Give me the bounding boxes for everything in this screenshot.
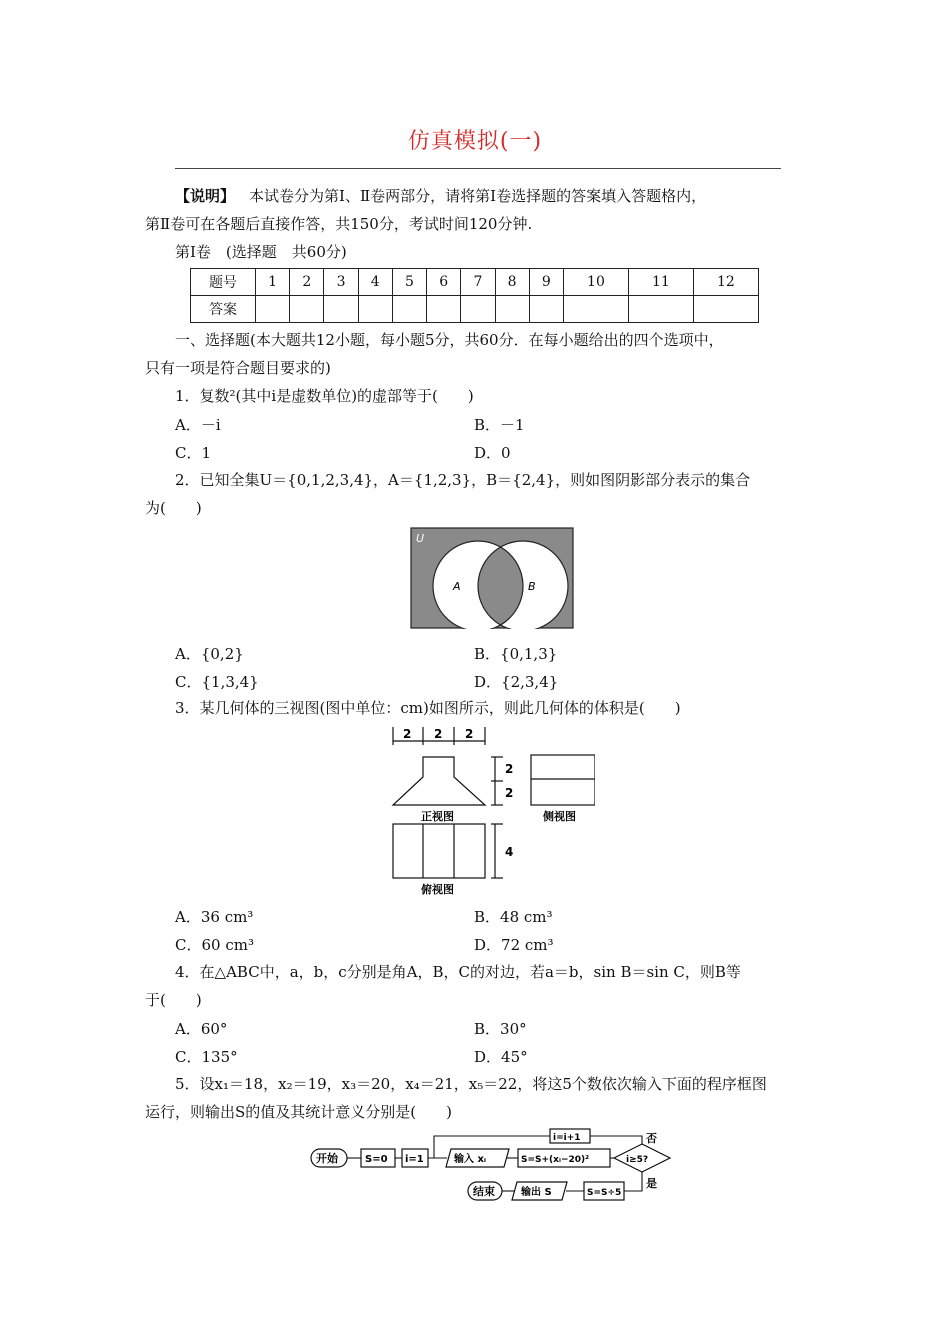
question-number-cell: 6 [427,269,461,296]
table-header-cell: 答案 [191,296,256,323]
q1-stem: 1．复数²(其中i是虚数单位)的虚部等于( ) [175,387,474,405]
increment-label: i=i+1 [553,1133,581,1143]
answer-cell[interactable] [563,296,628,323]
q4-stem-1: 4．在△ABC中，a，b，c分别是角A，B，C的对边，若a＝b，sin B＝sin C，则B等 [175,963,741,981]
dim-label: 2 [505,786,514,800]
q2-option-c[interactable]: C．{1,3,4} [175,673,259,691]
end-label: 结束 [473,1185,495,1198]
q3-stem: 3．某几何体的三视图(图中单位：cm)如图所示，则此几何体的体积是( ) [175,699,681,717]
front-view-label: 正视图 [421,810,454,823]
init-s-label: S=0 [365,1154,388,1165]
dim-label: 4 [505,845,514,859]
init-i-label: i=1 [405,1154,424,1165]
update-label: S=S+(xᵢ−20)² [521,1155,590,1165]
q1-option-b[interactable]: B．－1 [474,416,525,434]
start-label: 开始 [316,1152,338,1165]
title-divider [175,168,781,169]
input-label: 输入 xᵢ [454,1154,487,1165]
q3-option-d[interactable]: D．72 cm³ [474,936,554,954]
q1-option-d[interactable]: D．0 [474,444,511,462]
answer-cell[interactable] [324,296,358,323]
divide-label: S=S÷5 [587,1188,622,1198]
question-number-cell: 9 [529,269,563,296]
answer-cell[interactable] [529,296,563,323]
no-label: 否 [646,1132,657,1145]
q2-stem-2: 为( ) [145,499,202,517]
question-number-cell: 8 [495,269,529,296]
q2-stem-1: 2．已知全集U＝{0,1,2,3,4}，A＝{1,2,3}，B＝{2,4}，则如图阴影部分表示的集合 [175,471,751,489]
table-header-cell: 题号 [191,269,256,296]
question-number-cell: 7 [461,269,495,296]
answer-cell[interactable] [495,296,529,323]
section-heading-2: 只有一项是符合题目要求的) [145,359,331,377]
q3-option-b[interactable]: B．48 cm³ [474,908,553,926]
q2-option-d[interactable]: D．{2,3,4} [474,673,559,691]
answer-cell[interactable] [358,296,392,323]
question-number-cell: 5 [392,269,426,296]
answer-cell[interactable] [427,296,461,323]
flowchart [308,1128,672,1204]
top-view-label: 俯视图 [421,883,454,896]
q1-option-c[interactable]: C．1 [175,444,212,462]
note-line-1 [175,186,706,206]
output-label: 输出 S [521,1187,552,1198]
part1-heading: 第Ⅰ卷 (选择题 共60分) [175,243,347,261]
table-row [191,269,759,296]
q5-stem-2: 运行，则输出S的值及其统计意义分别是( ) [145,1103,452,1121]
note-text-1: 本试卷分为第Ⅰ、Ⅱ卷两部分，请将第Ⅰ卷选择题的答案填入答题格内， [249,187,707,205]
note-line-2: 第Ⅱ卷可在各题后直接作答，共150分，考试时间120分钟. [145,215,533,233]
q4-stem-2: 于( ) [145,991,202,1009]
three-view-figure [385,725,595,897]
q1-option-a[interactable]: A．－i [175,416,221,434]
side-view-label: 侧视图 [543,810,576,823]
label-a: A [453,580,461,593]
dim-label: 2 [434,727,443,741]
answer-cell[interactable] [392,296,426,323]
q5-stem-1: 5．设x₁＝18，x₂＝19，x₃＝20，x₄＝21，x₅＝22，将这5个数依次输入下面的程序框图 [175,1075,767,1093]
section-heading-1: 一、选择题(本大题共12小题，每小题5分，共60分．在每小题给出的四个选项中， [175,331,724,349]
note-label: 【说明】 [175,187,236,205]
q4-option-a[interactable]: A．60° [175,1020,228,1038]
answer-table [190,268,759,323]
dim-label: 2 [505,762,514,776]
q4-option-b[interactable]: B．30° [474,1020,527,1038]
question-number-cell: 1 [256,269,290,296]
label-u: U [416,532,425,545]
question-number-cell: 3 [324,269,358,296]
label-b: B [528,580,536,593]
table-row [191,296,759,323]
page-title: 仿真模拟(一) [407,129,543,154]
q4-option-d[interactable]: D．45° [474,1048,528,1066]
venn-diagram [410,527,574,629]
answer-cell[interactable] [256,296,290,323]
dim-label: 2 [465,727,474,741]
condition-label: i≥5? [626,1155,649,1165]
answer-cell[interactable] [290,296,324,323]
q2-option-b[interactable]: B．{0,1,3} [474,645,558,663]
q3-option-c[interactable]: C．60 cm³ [175,936,254,954]
question-number-cell: 11 [628,269,693,296]
question-number-cell: 12 [693,269,758,296]
dim-label: 2 [403,727,412,741]
answer-cell[interactable] [693,296,758,323]
yes-label: 是 [646,1177,657,1190]
q4-option-c[interactable]: C．135° [175,1048,238,1066]
question-number-cell: 4 [358,269,392,296]
question-number-cell: 2 [290,269,324,296]
answer-cell[interactable] [461,296,495,323]
q2-option-a[interactable]: A．{0,2} [175,645,244,663]
question-number-cell: 10 [563,269,628,296]
q3-option-a[interactable]: A．36 cm³ [175,908,254,926]
answer-cell[interactable] [628,296,693,323]
